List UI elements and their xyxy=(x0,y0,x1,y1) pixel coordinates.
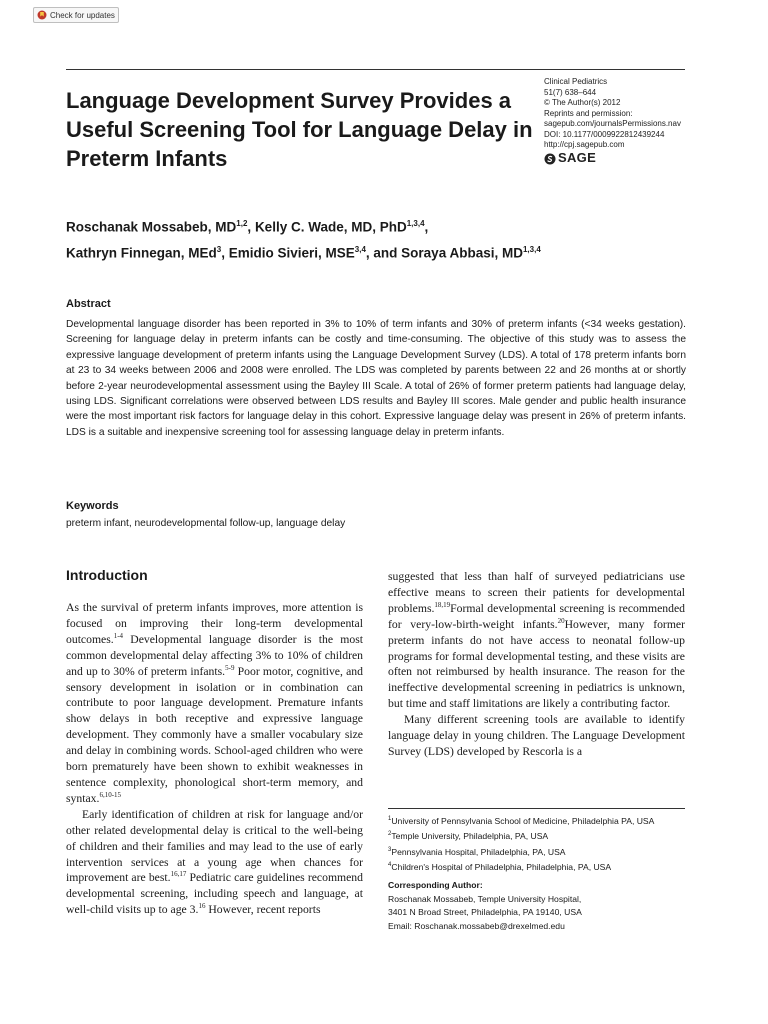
author-affiliation: 3,4 xyxy=(354,244,366,254)
introduction-heading: Introduction xyxy=(66,567,148,583)
author-list: Roschanak Mossabeb, MD$^{1,2}$, Kelly C. Wade, MD, PhD$^{1,3,4}$, Kathryn Finnegan, MEd$^3$, Emidio Sivieri, MSE$^{3,4}$, and Soraya Abbasi, MD$^{1,3,4}$ xyxy=(66,219,541,260)
reference-link[interactable]: 5-9 xyxy=(225,663,235,672)
author-name: Roschanak Mossabeb, MD xyxy=(66,219,237,235)
reference-link[interactable]: 1-4 xyxy=(113,631,124,640)
author-affiliation: 3 xyxy=(216,244,222,254)
check-for-updates-label: Check for updates xyxy=(50,10,115,20)
journal-url[interactable]: http://cpj.sagepub.com xyxy=(544,140,625,149)
body-column-left xyxy=(66,600,363,918)
reference-link[interactable]: 16,17 xyxy=(170,870,187,879)
journal-meta xyxy=(544,77,694,165)
author-name: Kelly C. Wade, MD, PhD xyxy=(254,219,407,235)
sage-logo-icon xyxy=(544,153,556,165)
copyright: © The Author(s) 2012 xyxy=(544,98,621,107)
author-affiliation: 1,2 xyxy=(236,219,248,228)
affiliation-item: $^2$Temple University, Philadelphia, PA, USA xyxy=(388,831,549,842)
keywords-heading: Keywords xyxy=(66,500,119,512)
author-name: Emidio Sivieri, MSE xyxy=(228,245,355,260)
author-affiliation: 1,3,4 xyxy=(406,219,425,228)
check-for-updates-icon xyxy=(37,10,47,20)
author-name: Kathryn Finnegan, MEd xyxy=(66,245,217,260)
corresponding-heading: Corresponding Author: xyxy=(388,880,483,890)
keywords-text: preterm infant, neurodevelopmental follow-up, language delay xyxy=(66,518,346,529)
intro-paragraph: Early identification of children at risk for language and/or other related developmental delay is critical to the well-being of children and their families and may lead to the use of early intervention services at a young age when chances for improvement are best.$^{16,17}$ Pediatric care guidelines recommend developmental screening, including speech and language, at well-child visits up to age 3.16 However, recent reports xyxy=(66,807,363,917)
publisher-name: SAGE xyxy=(558,150,597,166)
article-title: Language Development Survey Provides a Useful Screening Tool for Language Delay in Preterm Infants xyxy=(66,88,533,171)
affiliation-item: $^1$University of Pennsylvania School of Medicine, Philadelphia PA, USA xyxy=(388,815,655,826)
abstract-text: Developmental language disorder has been reported in 3% to 10% of term infants and 30% of preterm infants (<34 weeks gestation). Screening for language delay in preterm infants can be costly and time-consuming. The objective of this study was to assess the expressive language development of preterm infants using the Language Development Survey (LDS). A total of 178 preterm infants born at 23 to 34 weeks between 2006 and 2008 were enrolled. The LDS was completed by parents between 22 and 26 months at or shortly before 2-year neurodevelopmental assessment using the Bayley III Scale. A total of 26% of former preterm patients had language delay, using LDS. Significant correlations were observed between LDS results and Bayley III scores. Male gender and public health insurance were the most important risk factors for language delay in this cohort. Expressive language delay was present in 26% of preterm infants. LDS is a suitable and inexpensive screening tool for assessing language delay in preterm infants. xyxy=(66,319,686,438)
publisher-logo xyxy=(544,150,694,166)
corresponding-line: 3401 N Broad Street, Philadelphia, PA 19140, USA xyxy=(388,907,582,917)
reference-link[interactable]: 18,19 xyxy=(434,600,451,609)
corresponding-line: Roschanak Mossabeb, Temple University Hospital, xyxy=(388,893,582,904)
journal-name: Clinical Pediatrics xyxy=(544,77,608,86)
doi[interactable]: DOI: 10.1177/0009922812439244 xyxy=(544,129,665,139)
corresponding-email[interactable]: Email: Roschanak.mossabeb@drexelmed.edu xyxy=(388,920,565,931)
header-rule xyxy=(66,69,685,70)
permissions-link[interactable]: sagepub.com/journalsPermissions.nav xyxy=(544,119,681,128)
corresponding-author xyxy=(388,879,688,933)
body-column-right xyxy=(388,569,685,760)
intro-paragraph: As the survival of preterm infants improves, more attention is focused on improving their long-term developmental outcomes.$^{1-4}$ Developmental language disorder is the most common developmental delay affecting 3% to 10% of children and up to 30% of preterm infants.$^{5-9}$ Poor motor, cognitive, and sensory development in isolation or in combination can contribute to poor language development. Premature infants show delays in both receptive and expressive language development. They commonly have a smaller vocabulary size and delay in combining words. School-aged children who were born prematurely have been shown to exhibit weaknesses in sentence complexity, phonological short-term memory, and syntax.$^{6,10-15}$ xyxy=(66,601,363,805)
author-name: Soraya Abbasi, MD xyxy=(401,245,523,260)
affiliation-item: $^4$Children's Hospital of Philadelphia, Philadelphia, PA, USA xyxy=(388,861,612,872)
affiliation-item: $^3$Pennsylvania Hospital, Philadelphia, PA, USA xyxy=(388,846,566,857)
intro-paragraph: Many different screening tools are available to identify language delay in young children. The Language Development Survey (LDS) developed by Rescorla is a xyxy=(388,713,685,758)
affiliations xyxy=(388,813,688,874)
reference-link[interactable]: 16 xyxy=(198,902,206,911)
journal-issue: 51(7) 638–644 xyxy=(544,87,597,97)
intro-paragraph: suggested that less than half of surveyed pediatricians use effective means to screen their patients for developmental problems.$^{18,19}$Formal developmental screening is recommended for very-low-birth-weight infants.$^{20}$However, many former preterm infants do not have access to neonatal follow-up programs for formal developmental testing, and these visits are often not reimbursed by health insurance. The reason for the ineffective developmental screening in pediatrics is unknown, but time and staff limitations are likely a contributing factor. xyxy=(388,570,685,711)
reference-link[interactable]: 20 xyxy=(557,616,565,625)
abstract-heading: Abstract xyxy=(66,298,111,310)
reference-link[interactable]: 6,10-15 xyxy=(99,790,122,799)
reprints-label: Reprints and permission: xyxy=(544,108,633,118)
author-affiliation: 1,3,4 xyxy=(522,244,541,254)
check-for-updates-button[interactable] xyxy=(33,7,119,23)
footnote-rule xyxy=(388,808,685,809)
